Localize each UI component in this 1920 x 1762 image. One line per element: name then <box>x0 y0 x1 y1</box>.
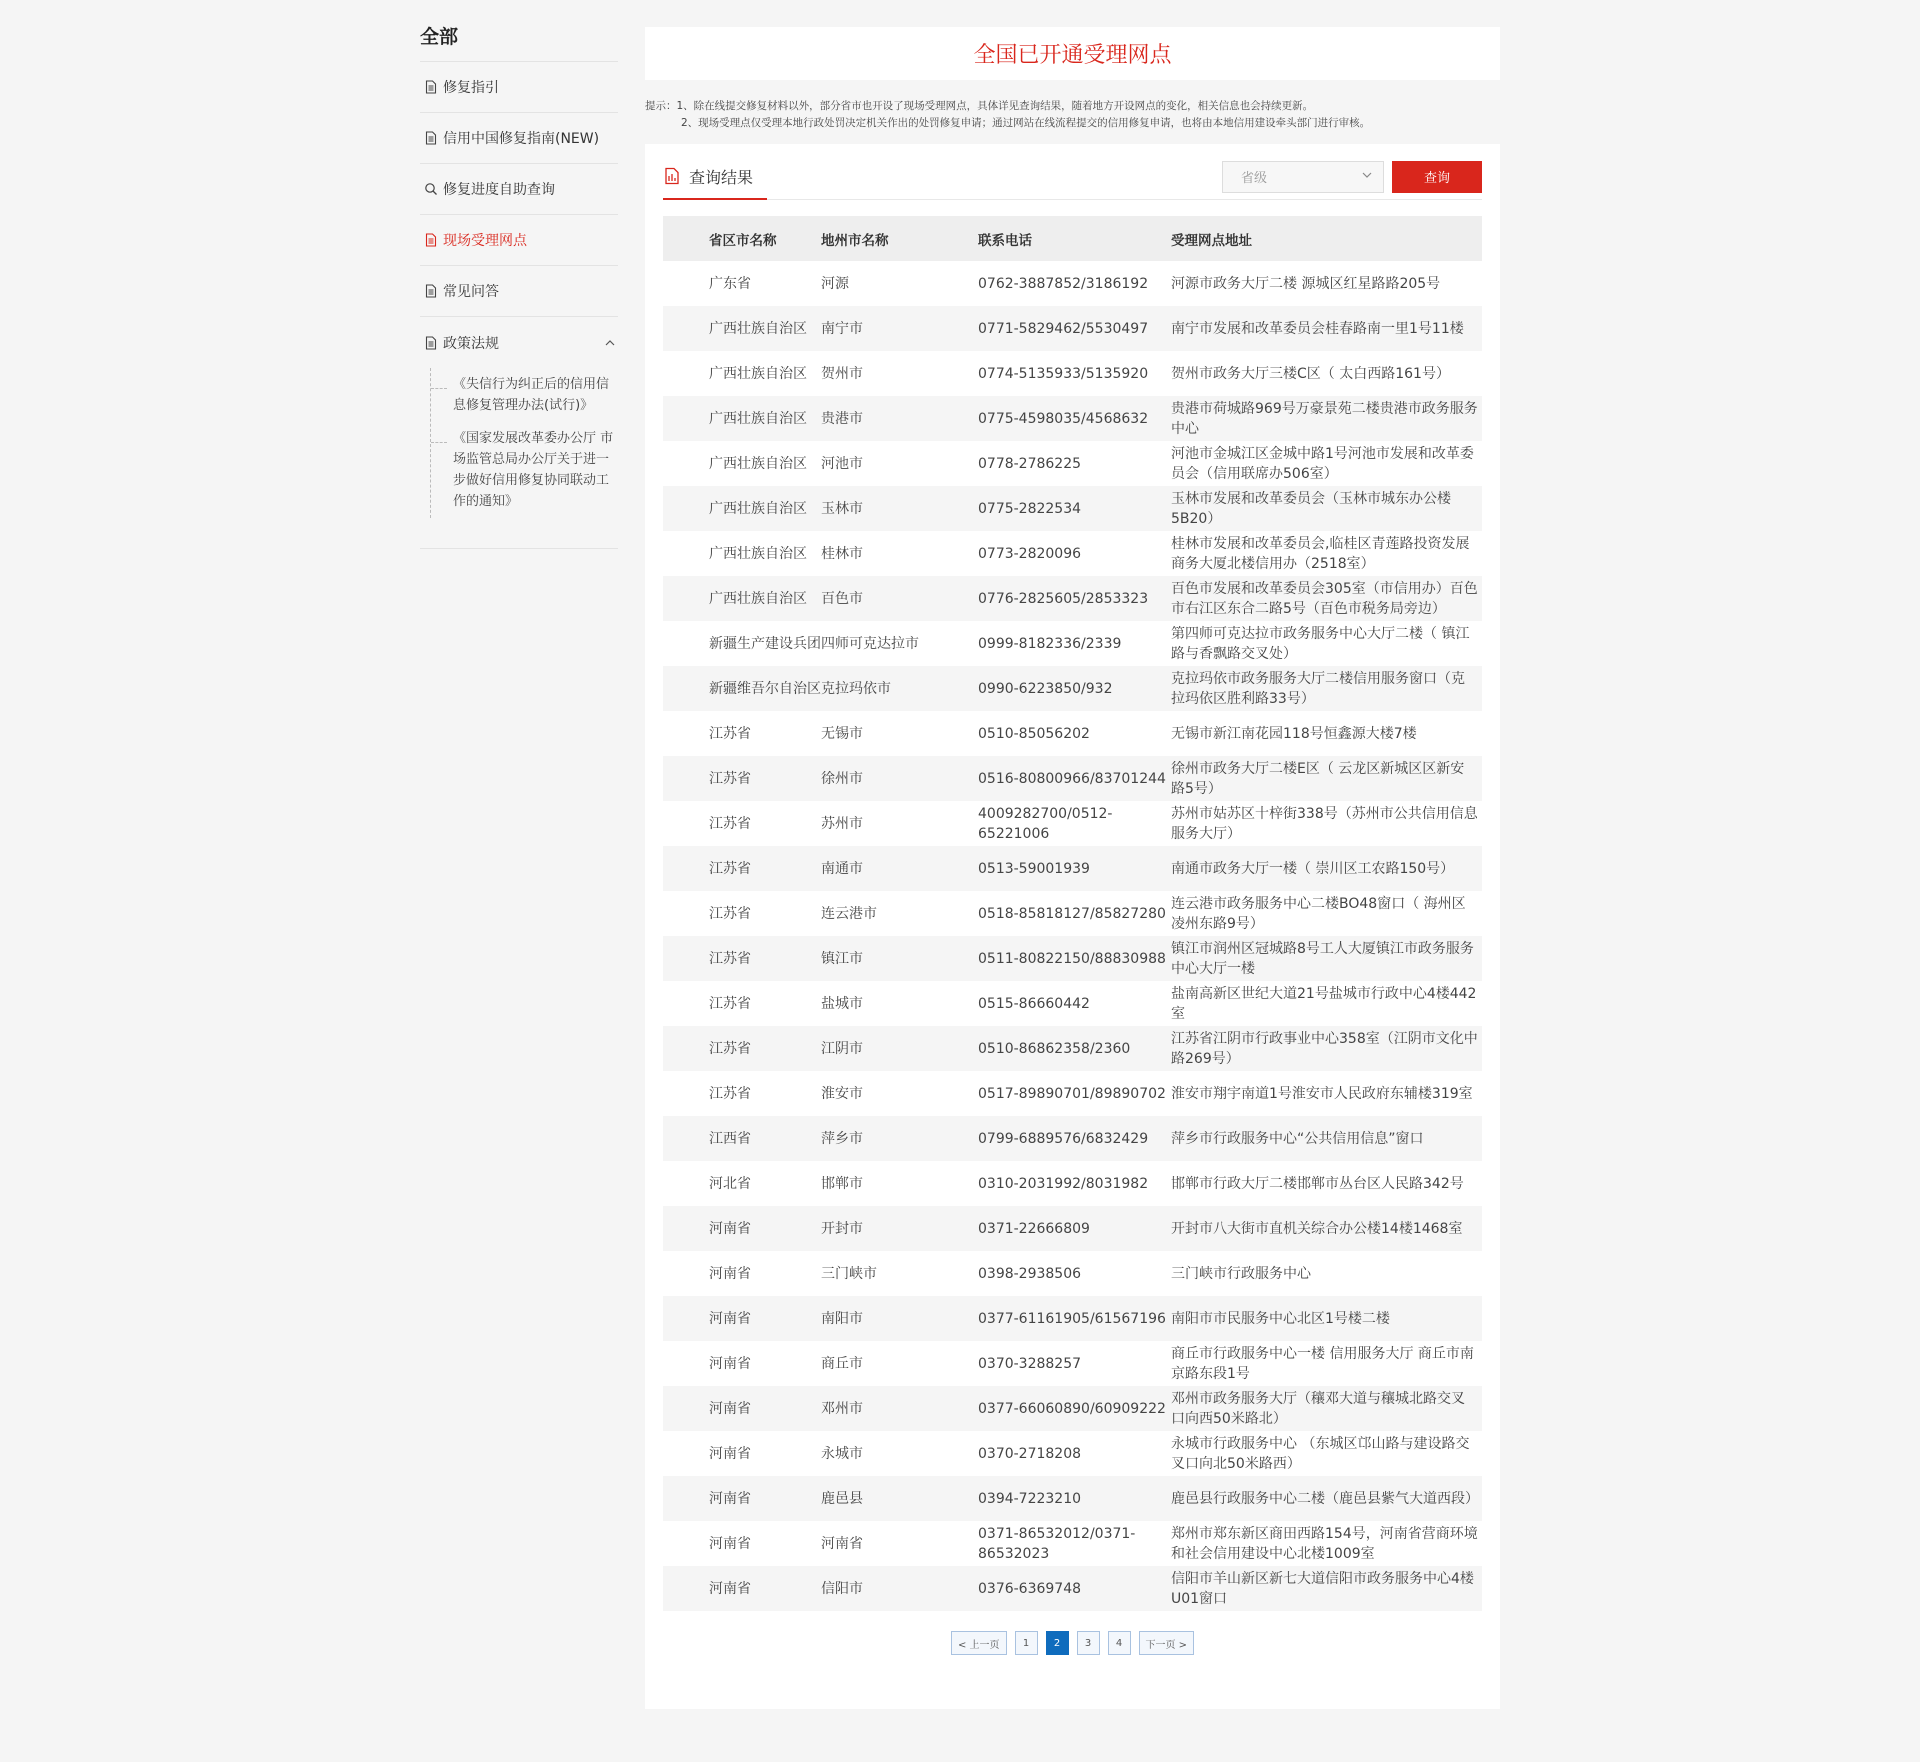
sidebar-item-0[interactable] <box>420 62 618 113</box>
province-select[interactable] <box>1222 161 1384 193</box>
table-row <box>663 306 1482 351</box>
table-row <box>663 936 1482 981</box>
cell-city: 河南省 <box>821 1535 863 1552</box>
cell-address: 南阳市市民服务中心北区1号楼二楼 <box>1171 1310 1390 1327</box>
cell-address: 淮安市翔宇南道1号淮安市人民政府东辅楼319室 <box>1171 1085 1473 1102</box>
cell-address: 南通市政务大厅一楼（ 崇川区工农路150号） <box>1171 860 1455 877</box>
table-row <box>663 1026 1482 1071</box>
cell-address: 永城市行政服务中心 （东城区邙山路与建设路交叉口向北50米路西） <box>1171 1435 1470 1472</box>
result-table <box>663 216 1482 1611</box>
cell-province: 广西壮族自治区 <box>709 500 807 517</box>
document-icon <box>424 233 438 247</box>
cell-city: 镇江市 <box>821 950 863 967</box>
cell-city: 盐城市 <box>821 995 863 1012</box>
cell-city: 萍乡市 <box>821 1130 863 1147</box>
panel-title: 查询结果 <box>689 167 754 187</box>
cell-province: 广西壮族自治区 <box>709 365 807 382</box>
cell-phone: 0310-2031992/8031982 <box>978 1175 1149 1192</box>
cell-address: 克拉玛依市政务服务大厅二楼信用服务窗口（克拉玛依区胜利路33号） <box>1171 670 1465 707</box>
cell-city: 南宁市 <box>821 320 863 337</box>
sidebar <box>420 24 618 549</box>
cell-province: 新疆维吾尔自治区 <box>709 680 821 697</box>
cell-address: 玉林市发展和改革委员会（玉林市城东办公楼5B20） <box>1171 490 1451 527</box>
cell-province: 河南省 <box>709 1490 751 1507</box>
table-row <box>663 1161 1482 1206</box>
cell-address: 河源市政务大厅二楼 源城区红星路路205号 <box>1171 275 1441 292</box>
col-header-city: 地州市名称 <box>821 216 978 261</box>
cell-phone: 0773-2820096 <box>978 545 1082 562</box>
cell-province: 河南省 <box>709 1265 751 1282</box>
cell-city: 河源 <box>821 275 849 292</box>
page-3-button[interactable]: 3 <box>1077 1631 1100 1655</box>
cell-province: 河南省 <box>709 1445 751 1462</box>
cell-city: 苏州市 <box>821 815 863 832</box>
cell-city: 连云港市 <box>821 905 877 922</box>
cell-city: 信阳市 <box>821 1580 863 1597</box>
cell-city: 江阴市 <box>821 1040 863 1057</box>
cell-province: 河南省 <box>709 1355 751 1372</box>
cell-address: 贺州市政务大厅三楼C区（ 太白西路161号） <box>1171 365 1450 382</box>
cell-city: 商丘市 <box>821 1355 863 1372</box>
cell-city: 四师可克达拉市 <box>821 635 919 652</box>
cell-address: 盐南高新区世纪大道21号盐城市行政中心4楼442室 <box>1171 985 1477 1022</box>
cell-phone: 0775-2822534 <box>978 500 1082 517</box>
cell-address: 开封市八大街市直机关综合办公楼14楼1468室 <box>1171 1220 1463 1237</box>
cell-province: 江苏省 <box>709 1085 751 1102</box>
table-row <box>663 666 1482 711</box>
cell-phone: 0398-2938506 <box>978 1265 1082 1282</box>
sidebar-item-label: 信用中国修复指南(NEW) <box>443 131 600 147</box>
cell-address: 镇江市润州区冠城路8号工人大厦镇江市政务服务中心大厅一楼 <box>1171 940 1474 977</box>
cell-address: 苏州市姑苏区十梓街338号（苏州市公共信用信息服务大厅） <box>1171 805 1478 842</box>
table-row <box>663 441 1482 486</box>
cell-phone: 0776-2825605/2853323 <box>978 590 1149 607</box>
table-row <box>663 621 1482 666</box>
cell-phone: 0513-59001939 <box>978 860 1090 877</box>
sidebar-item-label: 修复指引 <box>443 80 499 96</box>
table-header-row <box>663 216 1482 261</box>
cell-city: 邯郸市 <box>821 1175 863 1192</box>
cell-phone: 0518-85818127/85827280 <box>978 905 1166 922</box>
page-title-box <box>645 27 1500 80</box>
cell-phone: 0516-80800966/83701244 <box>978 770 1166 787</box>
chevron-up-icon[interactable] <box>604 337 616 349</box>
panel-header <box>663 154 1482 200</box>
cell-province: 江苏省 <box>709 860 751 877</box>
table-row <box>663 396 1482 441</box>
cell-phone: 0377-66060890/60909222 <box>978 1400 1166 1417</box>
cell-city: 淮安市 <box>821 1085 863 1102</box>
table-row <box>663 1116 1482 1161</box>
col-header-phone: 联系电话 <box>978 216 1171 261</box>
cell-address: 三门峡市行政服务中心 <box>1171 1265 1311 1282</box>
tip-line-1: 提示：1、除在线提交修复材料以外，部分省市也开设了现场受理网点，具体详见查询结果，随着地方开设网点的变化，相关信息也会持续更新。 <box>645 100 1314 112</box>
table-row <box>663 486 1482 531</box>
sidebar-item-label: 常见问答 <box>443 284 499 300</box>
cell-city: 贵港市 <box>821 410 863 427</box>
table-row <box>663 801 1482 846</box>
cell-province: 河南省 <box>709 1535 751 1552</box>
cell-city: 开封市 <box>821 1220 863 1237</box>
policy-link[interactable]: 《国家发展改革委办公厅 市场监管总局办公厅关于进一步做好信用修复协同联动工作的通知》 <box>431 422 618 518</box>
cell-province: 新疆生产建设兵团 <box>709 635 821 652</box>
cell-phone: 0370-3288257 <box>978 1355 1082 1372</box>
cell-city: 百色市 <box>821 590 863 607</box>
table-row <box>663 1566 1482 1611</box>
cell-province: 广东省 <box>709 275 751 292</box>
cell-city: 三门峡市 <box>821 1265 877 1282</box>
table-row <box>663 531 1482 576</box>
chevron-down-icon <box>1361 169 1373 185</box>
cell-phone: 0999-8182336/2339 <box>978 635 1122 652</box>
cell-address: 连云港市政务服务中心二楼BO48窗口（ 海州区凌州东路9号） <box>1171 895 1466 932</box>
prev-page-button[interactable]: < 上一页 <box>951 1631 1007 1655</box>
table-row <box>663 756 1482 801</box>
table-row <box>663 1476 1482 1521</box>
cell-province: 河南省 <box>709 1400 751 1417</box>
cell-phone: 0515-86660442 <box>978 995 1090 1012</box>
cell-address: 河池市金城江区金城中路1号河池市发展和改革委员会（信用联席办506室） <box>1171 445 1474 482</box>
cell-address: 鹿邑县行政服务中心二楼（鹿邑县紫气大道西段） <box>1171 1490 1479 1507</box>
pagination <box>663 1631 1482 1655</box>
cell-city: 南通市 <box>821 860 863 877</box>
table-row <box>663 981 1482 1026</box>
cell-phone: 0370-2718208 <box>978 1445 1082 1462</box>
cell-phone: 0511-80822150/88830988 <box>978 950 1166 967</box>
next-page-button[interactable]: 下一页 > <box>1139 1631 1195 1655</box>
cell-address: 萍乡市行政服务中心“公共信用信息”窗口 <box>1171 1130 1424 1147</box>
tip-line-2: 2、现场受理点仅受理本地行政处罚决定机关作出的处罚修复申请；通过网站在线流程提交的信用修复申请，也将由本地信用建设牵头部门进行审核。 <box>681 117 1371 129</box>
search-icon <box>424 182 438 196</box>
table-row <box>663 1521 1482 1566</box>
cell-city: 贺州市 <box>821 365 863 382</box>
cell-phone: 0371-22666809 <box>978 1220 1090 1237</box>
table-row <box>663 1386 1482 1431</box>
table-row <box>663 1206 1482 1251</box>
sidebar-item-label: 政策法规 <box>443 335 499 352</box>
cell-province: 广西壮族自治区 <box>709 320 807 337</box>
table-row <box>663 711 1482 756</box>
sidebar-item-label: 修复进度自助查询 <box>443 182 555 198</box>
query-button[interactable]: 查询 <box>1392 161 1482 193</box>
cell-phone: 0510-85056202 <box>978 725 1090 742</box>
sidebar-title: 全部 <box>420 24 618 62</box>
cell-address: 南宁市发展和改革委员会桂春路南一里1号11楼 <box>1171 320 1464 337</box>
main-content <box>645 27 1500 1709</box>
sidebar-item-4[interactable] <box>420 266 618 317</box>
cell-city: 南阳市 <box>821 1310 863 1327</box>
cell-phone: 0376-6369748 <box>978 1580 1082 1597</box>
cell-address: 第四师可克达拉市政务服务中心大厅二楼（ 镇江路与香飘路交叉处） <box>1171 625 1470 662</box>
cell-phone: 0799-6889576/6832429 <box>978 1130 1149 1147</box>
cell-province: 江苏省 <box>709 905 751 922</box>
table-row <box>663 1296 1482 1341</box>
policy-sub-list <box>430 368 618 518</box>
page-4-button[interactable]: 4 <box>1108 1631 1131 1655</box>
cell-address: 无锡市新江南花园118号恒鑫源大楼7楼 <box>1171 725 1417 742</box>
table-row <box>663 576 1482 621</box>
cell-province: 广西壮族自治区 <box>709 590 807 607</box>
cell-address: 贵港市荷城路969号万豪景苑二楼贵港市政务服务中心 <box>1171 400 1478 437</box>
cell-address: 徐州市政务大厅二楼E区（ 云龙区新城区区新安路5号） <box>1171 760 1465 797</box>
sidebar-group-policy <box>420 317 618 549</box>
cell-phone: 0510-86862358/2360 <box>978 1040 1131 1057</box>
cell-province: 广西壮族自治区 <box>709 455 807 472</box>
cell-province: 广西壮族自治区 <box>709 545 807 562</box>
table-row <box>663 1431 1482 1476</box>
cell-province: 江苏省 <box>709 725 751 742</box>
policy-link[interactable]: 《失信行为纠正后的信用信息修复管理办法(试行)》 <box>431 368 618 422</box>
sidebar-item-2[interactable] <box>420 164 618 215</box>
cell-province: 河南省 <box>709 1220 751 1237</box>
document-icon <box>424 336 438 350</box>
cell-city: 桂林市 <box>821 545 863 562</box>
cell-address: 邯郸市行政大厅二楼邯郸市丛台区人民路342号 <box>1171 1175 1464 1192</box>
document-icon <box>424 80 438 94</box>
cell-province: 江苏省 <box>709 950 751 967</box>
sidebar-item-1[interactable] <box>420 113 618 164</box>
cell-city: 邓州市 <box>821 1400 863 1417</box>
cell-address: 百色市发展和改革委员会305室（市信用办）百色市右江区东合二路5号（百色市税务局旁边） <box>1171 580 1478 617</box>
cell-city: 玉林市 <box>821 500 863 517</box>
col-header-address: 受理网点地址 <box>1171 216 1482 261</box>
table-row <box>663 1071 1482 1116</box>
table-row <box>663 1251 1482 1296</box>
cell-phone: 0394-7223210 <box>978 1490 1082 1507</box>
cell-phone: 0762-3887852/3186192 <box>978 275 1149 292</box>
document-icon <box>424 131 438 145</box>
cell-province: 河南省 <box>709 1580 751 1597</box>
cell-city: 无锡市 <box>821 725 863 742</box>
table-row <box>663 846 1482 891</box>
col-header-province: 省区市名称 <box>663 216 821 261</box>
sidebar-item-policy[interactable] <box>420 317 618 368</box>
cell-address: 邓州市政务服务大厅（穰邓大道与穰城北路交叉口向西50米路北） <box>1171 1390 1465 1427</box>
cell-province: 江苏省 <box>709 995 751 1012</box>
cell-province: 江西省 <box>709 1130 751 1147</box>
table-row <box>663 351 1482 396</box>
cell-city: 鹿邑县 <box>821 1490 863 1507</box>
cell-address: 江苏省江阴市行政事业中心358室（江阴市文化中路269号） <box>1171 1030 1478 1067</box>
cell-address: 郑州市郑东新区商田西路154号，河南省营商环境和社会信用建设中心北楼1009室 <box>1171 1525 1478 1562</box>
cell-phone: 0990-6223850/932 <box>978 680 1113 697</box>
cell-province: 河北省 <box>709 1175 751 1192</box>
page-1-button[interactable]: 1 <box>1015 1631 1038 1655</box>
cell-address: 桂林市发展和改革委员会,临桂区青莲路投资发展商务大厦北楼信用办（2518室） <box>1171 535 1470 572</box>
cell-province: 广西壮族自治区 <box>709 410 807 427</box>
sidebar-item-3[interactable] <box>420 215 618 266</box>
cell-province: 河南省 <box>709 1310 751 1327</box>
cell-city: 河池市 <box>821 455 863 472</box>
table-row <box>663 891 1482 936</box>
report-icon <box>663 167 681 185</box>
cell-phone: 0775-4598035/4568632 <box>978 410 1149 427</box>
cell-phone: 0771-5829462/5530497 <box>978 320 1149 337</box>
cell-province: 江苏省 <box>709 1040 751 1057</box>
select-value: 省级 <box>1241 171 1268 186</box>
table-row <box>663 1341 1482 1386</box>
cell-address: 信阳市羊山新区新七大道信阳市政务服务中心4楼U01窗口 <box>1171 1570 1474 1607</box>
page-title: 全国已开通受理网点 <box>973 43 1172 68</box>
cell-phone: 0774-5135933/5135920 <box>978 365 1149 382</box>
cell-city: 永城市 <box>821 1445 863 1462</box>
result-panel <box>645 144 1500 1709</box>
page-2-button[interactable]: 2 <box>1046 1631 1069 1655</box>
cell-phone: 4009282700/0512-65221006 <box>978 805 1113 842</box>
cell-city: 克拉玛依市 <box>821 680 891 697</box>
document-icon <box>424 284 438 298</box>
cell-phone: 0778-2786225 <box>978 455 1082 472</box>
cell-province: 江苏省 <box>709 770 751 787</box>
cell-province: 江苏省 <box>709 815 751 832</box>
cell-address: 商丘市行政服务中心一楼 信用服务大厅 商丘市南京路东段1号 <box>1171 1345 1474 1382</box>
tips <box>645 80 1500 144</box>
cell-city: 徐州市 <box>821 770 863 787</box>
cell-phone: 0371-86532012/0371-86532023 <box>978 1525 1136 1562</box>
cell-phone: 0517-89890701/89890702 <box>978 1085 1166 1102</box>
table-row <box>663 261 1482 306</box>
cell-phone: 0377-61161905/61567196 <box>978 1310 1166 1327</box>
sidebar-item-label: 现场受理网点 <box>443 233 527 249</box>
